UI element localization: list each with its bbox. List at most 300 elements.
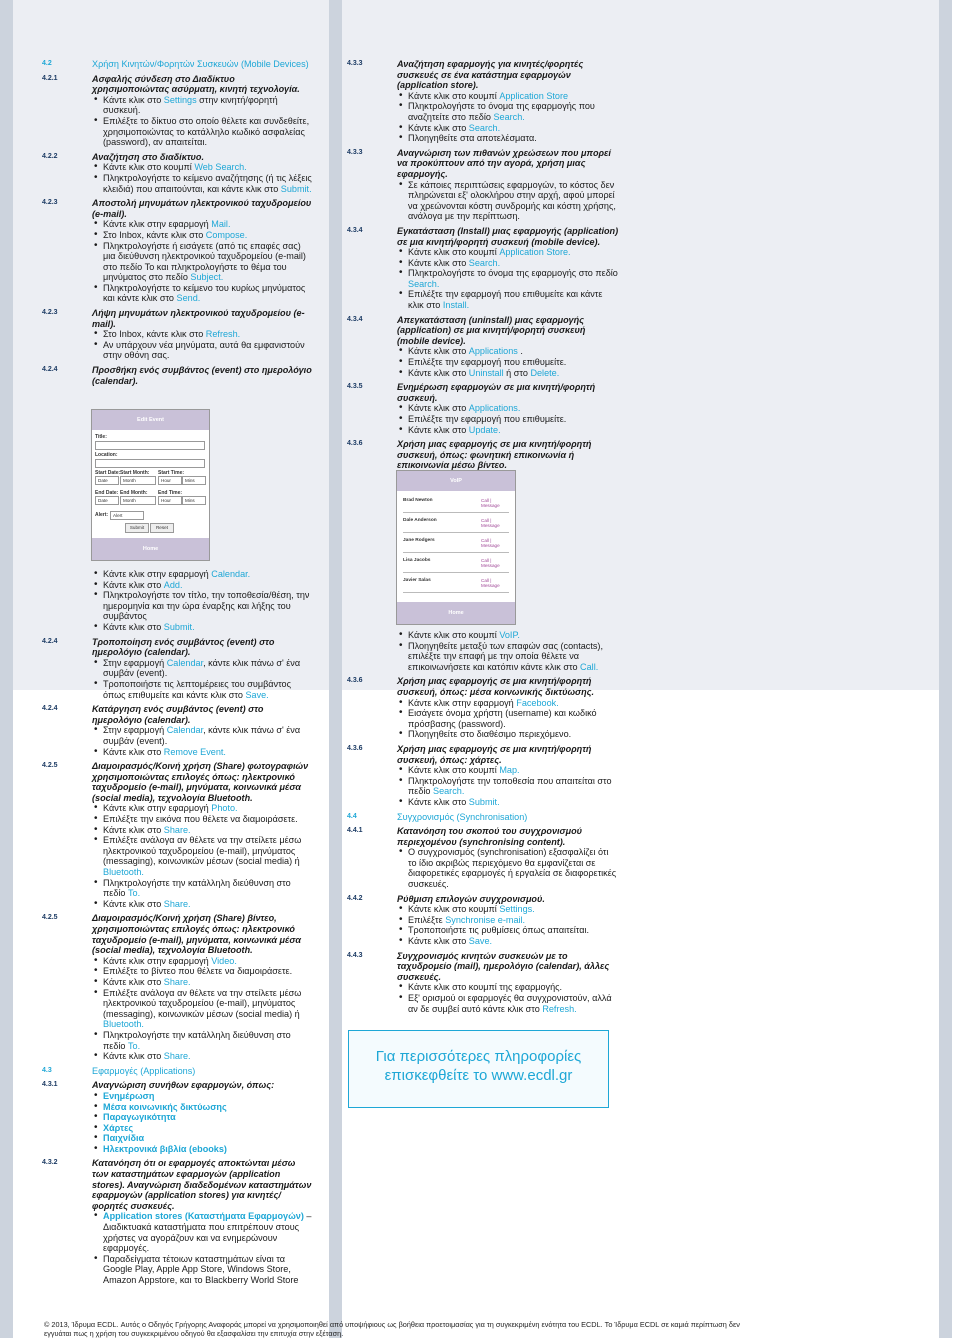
bullet-text: Κάντε κλικ στο [408,346,469,357]
bullet-item [92,1030,312,1051]
bullet-text: Κάντε κλικ στο [103,976,164,987]
column-4 [347,630,619,1018]
section-number: 4.2.4 [42,705,58,713]
bullet-item [397,993,619,1014]
bullet-item [397,729,619,740]
section-entry [347,826,619,890]
bullet-text: Κάντε κλικ στο κουμπί [408,630,500,640]
bullet-text: Κάντε κλικ στο κουμπί [408,90,500,101]
section-entry [347,148,619,222]
contact-name: Lisa Jacobs [403,558,431,563]
section-entry [42,704,312,757]
bullet-item [92,116,312,148]
alert-select[interactable]: Alert [110,511,144,520]
section-entry [347,894,619,947]
topic-heading: Κατάργηση ενός συμβάντος (event) στο ημερολόγιο (calendar). [92,704,264,725]
section-entry [42,569,312,633]
section-number: 4.3.6 [347,440,363,448]
section-number: 4.2.4 [42,366,58,374]
section-number: 4.3 [42,1066,52,1074]
section-number: 4.2.5 [42,762,58,770]
bullet-text: Επιλέξτε το βίντεο που θέλετε να διαμοιράσετε. [103,966,293,977]
topic-heading: Χρήση μιας εφαρμογής σε μια κινητή/φορητή συσκευή, όπως: φωνητική επικοινωνία ή επικοινωνία μέσω βίντεο. [397,439,592,471]
section-entry [42,1080,312,1154]
section-entry [347,315,619,379]
ui-keyword: To. [128,1040,141,1051]
bullet-item [92,329,312,340]
contact-actions[interactable]: Call | Message [481,518,500,528]
contact-actions[interactable]: Call | Message [481,498,500,508]
ui-keyword: Submit. [280,183,312,194]
contact-actions[interactable]: Call | Message [481,538,500,548]
more-info-box [348,1030,609,1108]
bullet-item [92,747,312,758]
contact-actions[interactable]: Call | Message [481,558,500,568]
ui-keyword: Ηλεκτρονικά βιβλία (ebooks) [103,1143,227,1154]
start-mins-select[interactable]: Mins [182,476,206,485]
promo-link[interactable]: επισκεφθείτε το www.ecdl.gr [384,1067,573,1084]
bullet-item [92,622,312,633]
location-label: Location: [95,452,118,458]
ui-keyword: Share. [163,1051,191,1062]
section-number: 4.2.3 [42,199,58,207]
bullet-item [92,966,312,977]
bullet-text: Κάντε κλικ στο [408,257,469,268]
ui-keyword: Search. [433,786,465,797]
bullet-item [92,977,312,988]
section-entry [42,152,312,194]
bullet-item [92,219,312,230]
bullet-item [397,698,619,709]
bullet-text: Κάντε κλικ στο [103,898,164,909]
bullet-text: Πλοηγηθείτε μεταξύ των επαφών σας (contacts), επιλέξτε την επαφή με την οποία θέλετε να επικοινωνήσετε και κατόπιν κάντε κλικ στο [408,640,603,672]
ui-keyword: Application Store. [499,247,571,258]
column-3 [42,569,312,1290]
bullet-text: Κάντε κλικ στο [103,824,164,835]
bullet-text: Πληκτρολογήστε το όνομα της εφαρμογής στο πεδίο [408,268,618,279]
bullet-text: Αν υπάρχουν νέα μηνύματα, αυτά θα εμφανιστούν στην οθόνη σας. [103,339,305,361]
topic-heading: Ενημέρωση εφαρμογών σε μια κινητή/φορητή συσκευή. [397,382,596,403]
bullet-text: Πληκτρολογήστε τον τίτλο, την τοποθεσία/θέση, την ημερομηνία και την ώρα έναρξης και λήξης του συμβάντος [103,590,310,622]
section-number: 4.3.1 [42,1081,58,1089]
section-entry [347,676,619,740]
bullet-item [92,569,312,580]
end-time-label: End Time: [158,490,183,496]
ui-keyword: Calendar [166,657,204,668]
section-title: Συγχρονισμός (Synchronisation) [397,811,528,822]
center-margin-band [329,0,342,1338]
section-number: 4.3.3 [347,148,363,156]
contact-actions[interactable]: Call | Message [481,578,500,588]
ui-keyword: Video. [211,955,237,966]
start-hour-select[interactable]: Hour [158,476,182,485]
bullet-text: Κάντε κλικ στο κουμπί [408,904,500,915]
section-entry [42,365,312,386]
section-title: Χρήση Κινητών/Φορητών Συσκευών (Mobile Devices) [92,59,309,69]
title-label: Title: [95,434,107,440]
start-month-label: Start Month: [120,470,150,476]
bullet-text: Κάντε κλικ στην εφαρμογή [103,219,212,230]
section-entry [42,637,312,701]
bullet-text: Κάντε κλικ στο κουμπί [408,247,500,258]
reset-button[interactable]: Reset [150,523,174,533]
section-number: 4.2.1 [42,74,58,82]
section-entry [42,913,312,1061]
bullet-item [92,1102,312,1113]
bullet-text: Στην εφαρμογή [103,725,167,736]
ui-keyword: Save. [468,936,493,947]
bullet-text: Επιλέξτε την εφαρμογή που επιθυμείτε. [408,414,567,424]
bullet-text: Επιλέξτε ανάλογα αν θέλετε να την στείλετε μέσω ηλεκτρονικού ταχυδρομείου (e-mail), μηνύματος (messaging), κοινωνικών μέσων (social media) ή [103,835,302,867]
ui-keyword: Delete. [530,367,560,378]
bullet-item [92,340,312,361]
section-entry [42,74,312,148]
bullet-item [397,425,619,436]
contact-row[interactable] [403,492,509,513]
ui-keyword: Share. [163,976,191,987]
bullet-item [92,1123,312,1134]
topic-heading: Ρύθμιση επιλογών συγχρονισμού. [397,893,545,904]
bullet-text: Κάντε κλικ στην εφαρμογή [408,697,517,708]
bullet-item [397,936,619,947]
topic-heading: Εγκατάσταση (Install) μιας εφαρμογής (application) σε μια κινητή/φορητή συσκευή (mobile device). [397,225,619,247]
ui-keyword: Mail. [211,219,231,230]
edit-event-mockup [91,409,210,561]
end-month-select[interactable]: Month [120,496,156,505]
bullet-text: Πληκτρολογήστε την κατάλληλη διεύθυνση στο πεδίο [103,877,291,899]
submit-button[interactable]: Submit [125,523,149,533]
ui-keyword: Share. [163,898,191,909]
topic-heading: Ασφαλής σύνδεση στο Διαδίκτυο χρησιμοποιώντας ασύρματη, κινητή τεχνολογία. [92,73,300,95]
bullet-text: Εισάγετε όνομα χρήστη (username) και κωδικό πρόσβασης (password). [408,708,597,729]
bullet-item [92,679,312,700]
bullet-text: Κάντε κλικ στο [408,403,469,414]
bullet-text: στην κινητή/φορητή συσκευή. [103,94,278,116]
bullet-item [92,95,312,116]
ui-keyword: VoIP. [499,630,520,640]
end-hour-select[interactable]: Hour [158,496,182,505]
bullet-item [92,835,312,877]
contact-name: Jane Rodgers [403,538,435,543]
ui-keyword: Share. [163,824,191,835]
ui-keyword: Bluetooth. [103,867,144,878]
bullet-text: Κάντε κλικ στο [408,936,469,947]
bullet-text: Κάντε κλικ στο [408,424,469,435]
section-number: 4.4.3 [347,951,363,959]
voip-header: VoIP [397,471,515,491]
topic-heading: Διαμοιρασμός/Κοινή χρήση (Share) φωτογραφιών χρησιμοποιώντας επιλογές όπως: ηλεκτρονικό ταχυδρομείο (e-mail), μηνύματα, κοινωνικά μέσα (social media), τεχνολογία Bluetooth. [92,761,309,803]
section-number: 4.3.5 [347,383,363,391]
section-number: 4.3.4 [347,226,363,234]
copyright-footer [44,1320,924,1338]
bullet-item [397,180,619,222]
section-title: Εφαρμογές (Applications) [92,1065,196,1076]
section-number: 4.3.4 [347,315,363,323]
section-number: 4.2.4 [42,637,58,645]
contact-name: Javier Salas [403,578,431,583]
ui-keyword: Map. [499,765,520,776]
topic-heading: Λήψη μηνυμάτων ηλεκτρονικού ταχυδρομείου (e-mail). [92,308,305,329]
topic-heading: Αναζήτηση στο διαδίκτυο. [92,151,205,162]
bullet-item [397,915,619,926]
bullet-item [397,904,619,915]
section-number: 4.4.1 [347,827,363,835]
bullet-item [397,258,619,269]
ui-keyword: Μέσα κοινωνικής δικτύωσης [103,1101,227,1112]
section-number: 4.3.6 [347,744,363,752]
bullet-text: Πληκτρολογήστε το κείμενο του κυρίως μηνύματος και κάντε κλικ στο [103,282,306,304]
section-entry [42,308,312,361]
topic-heading: Προσθήκη ενός συμβάντος (event) στο ημερολόγιο (calendar). [92,365,312,386]
section-entry [347,630,619,672]
bullet-text: Επιλέξτε την εικόνα που θέλετε να διαμοιράσετε. [103,814,298,825]
ui-keyword: Update. [468,424,501,435]
bullet-text: Παραδείγματα τέτοιων καταστημάτων είναι τα Google Play, Apple App Store, Windows Store, Amazon Appstore, και το Blackberry World Store [103,1253,299,1285]
column-1 [42,59,312,390]
section-entry [42,1158,312,1285]
bullet-text: Κάντε κλικ στην εφαρμογή [103,955,212,966]
ui-keyword: Search. [468,257,501,268]
section-number: 4.2.3 [42,309,58,317]
section-number: 4.2.2 [42,152,58,160]
bullet-item [397,414,619,425]
ui-keyword: Calendar [166,725,204,736]
bullet-item [92,1051,312,1062]
bullet-text: Επιλέξτε την εφαρμογή που επιθυμείτε και κάντε κλικ στο [408,289,603,311]
topic-heading: Απεγκατάσταση (uninstall) μιας εφαρμογής (application) σε μια κινητή/φορητή συσκευή (mobile device). [397,314,586,346]
ui-keyword: Add. [163,579,183,590]
ui-keyword: Παιχνίδια [103,1133,145,1144]
bullet-item [397,847,619,889]
bullet-item [397,641,619,673]
bullet-item [397,797,619,808]
bullet-text: Κάντε κλικ στο [408,367,469,378]
section-entry [347,382,619,435]
end-mins-select[interactable]: Mins [182,496,206,505]
bullet-item [397,357,619,368]
section-entry [347,59,619,144]
ui-keyword: Refresh. [205,329,241,340]
title-input[interactable] [95,441,205,450]
section-number: 4.3.6 [347,677,363,685]
bullet-item [397,776,619,797]
section-number: 4.4 [347,812,357,820]
contact-name: Dale Anderson [403,518,437,523]
bullet-item [92,878,312,899]
bullet-text: Κάντε κλικ στο [408,796,469,807]
bullet-text: Στο Inbox, κάντε κλικ στο [103,229,206,240]
bullet-item [92,173,312,194]
bullet-item [397,368,619,379]
topic-heading: Χρήση μιας εφαρμογής σε μια κινητή/φορητή συσκευή, όπως: χάρτες. [397,743,592,765]
section-number: 4.2.5 [42,914,58,922]
bullet-item [397,268,619,289]
bullet-text: Πληκτρολογήστε την τοποθεσία που απαιτείται στο πεδίο [408,775,612,797]
end-month-label: End Month: [120,490,148,496]
contact-row[interactable] [403,532,509,553]
bullet-text: Στην εφαρμογή [103,657,167,668]
bullet-text: , κάντε κλικ πάνω σ' ένα συμβάν (event). [103,657,301,679]
bullet-item [397,133,619,144]
footer-line-2: εγγυάται πως η χρήση του συγκεκριμένου οδηγού θα εξασφαλίσει την επιτυχία στην εξέταση. [44,1329,344,1338]
bullet-item [92,803,312,814]
bullet-text: . [517,346,523,357]
bullet-text: Κάντε κλικ στην εφαρμογή [103,803,212,814]
bullet-text: Κάντε κλικ στην εφαρμογή [103,569,212,579]
ui-keyword: Synchronise e-mail. [445,914,526,925]
end-date-label: End Date: [95,490,119,496]
topic-heading: Κατανόηση του σκοπού του συγχρονισμού περιεχομένου (synchronising content). [397,826,583,847]
bullet-text: Στο Inbox, κάντε κλικ στο [103,329,206,340]
bullet-item [397,765,619,776]
bullet-text: Κάντε κλικ στο [408,122,469,133]
bullet-item [397,289,619,310]
footer-line-1: © 2013, Ίδρυμα ECDL. Αυτός ο Οδηγός Γρήγορης Αναφοράς μπορεί να χρησιμοποιηθεί από υποψήφιους ως βοήθεια προετοιμασίας για τη συγκεκριμένη ενότητα του ECDL. Το Ίδρυμα ECDL σε καμιά περίπτωση δεν [44,1320,740,1329]
ui-keyword: Settings. [499,904,535,915]
bullet-text: Ο συγχρονισμός (synchronisation) εξασφαλίζει ότι το ίδιο ακριβώς περιεχόμενο θα εμφανίζεται σε διαφορετικές εφαρμογές ή εργαλεία σε διαφορετικές συσκευές. [408,847,617,890]
bullet-text: Επιλέξτε [408,914,446,925]
contact-row[interactable] [403,572,509,593]
ui-keyword: Χάρτες [103,1122,134,1133]
end-date-select[interactable]: Date [95,496,119,505]
section-entry [347,226,619,311]
bullet-text: Κάντε κλικ στο κουμπί της εφαρμογής. [408,982,563,993]
ui-keyword: Refresh. [542,1003,577,1014]
mockup-footer-home[interactable]: Home [92,538,209,560]
ui-keyword: Application stores (Καταστήματα Εφαρμογών) [103,1211,304,1222]
topic-heading: Συγχρονισμός κινητών συσκευών με το ταχυδρομείο (mail), ημερολόγιο (calendar), άλλες συσκευές. [397,950,610,982]
mockup-header: Edit Event [92,410,209,430]
bullet-text: Κάντε κλικ στο [103,1051,164,1062]
ui-keyword: Bluetooth. [103,1019,144,1030]
column-2 [347,59,619,475]
ui-keyword: Applications [468,346,518,357]
bullet-text: Επιλέξτε την εφαρμογή που επιθυμείτε. [408,357,567,368]
start-date-label: Start Date: [95,470,121,476]
ui-keyword: Remove Event. [163,746,226,757]
bullet-item [397,982,619,993]
bullet-text: Πληκτρολογήστε ή εισάγετε (από τις επαφές σας) μια διεύθυνση ηλεκτρονικού ταχυδρομείου (e-mail) στο πεδίο To και πληκτρολογήστε το θέμα του μηνύματος στο πεδίο [103,240,306,283]
section-entry [42,198,312,304]
section-entry [42,761,312,909]
bullet-item [92,725,312,746]
contact-row[interactable] [403,552,509,573]
alert-label: Alert: [95,512,109,518]
bullet-text: Κάντε κλικ στο [103,746,164,757]
bullet-item [397,708,619,729]
bullet-text: Τροποποιήστε τις ρυθμίσεις όπως απαιτείται. [408,925,590,936]
ui-keyword: Applications. [468,403,521,414]
ui-keyword: Application Store [499,90,569,101]
ui-keyword: Web Search. [194,162,247,173]
section-entry [347,951,619,1015]
ui-keyword: Search. [493,111,525,122]
bullet-item [92,283,312,304]
bullet-text: Τροποποιήστε τις λεπτομέρειες του συμβάντος όπως επιθυμείτε και κάντε κλικ στο [103,678,292,700]
bullet-item [397,346,619,357]
bullet-item [397,91,619,102]
bullet-item [92,580,312,591]
bullet-item [92,590,312,622]
bullet-text: Πληκτρολογήστε το όνομα της εφαρμογής που αναζητείτε στο πεδίο [408,101,595,122]
bullet-text: , κάντε κλικ πάνω σ' ένα συμβάν (event). [103,725,301,746]
bullet-item [92,1091,312,1102]
bullet-text: Πλοηγηθείτε στο διαθέσιμο περιεχόμενο. [408,729,572,740]
bullet-text: Κάντε κλικ στο [103,579,164,590]
voip-mockup [396,470,516,625]
ui-keyword: Compose. [205,229,248,240]
bullet-text: – Διαδικτυακά καταστήματα που επιτρέπουν στους χρήστες να αγοράζουν και να ενημερώνουν εφαρμογές. [103,1211,312,1254]
topic-heading: Κατανόηση ότι οι εφαρμογές αποκτώνται μέσω των καταστημάτων εφαρμογών (application stores). Αναγνώριση διαδεδομένων καταστημάτων εφαρμογών (application stores) για κινητές/φορητές συσκευές. [92,1158,312,1211]
section-number: 4.4.2 [347,894,363,902]
topic-heading: Αναγνώριση των πιθανών χρεώσεων που μπορεί να προκύπτουν από την αγορά, χρήση μιας εφαρμογής. [397,147,611,179]
bullet-item [92,1144,312,1155]
bullet-text: Πληκτρολογήστε το κείμενο αναζήτησης (ή τις λέξεις κλειδιά) που απαιτούνται, και κάντε κλικ στο [103,172,312,194]
ui-keyword: Calendar. [211,569,251,579]
section-number: 4.3.3 [347,60,363,67]
topic-heading: Τροποποίηση ενός συμβάντος (event) στο ημερολόγιο (calendar). [92,636,275,658]
bullet-text: Κάντε κλικ στο κουμπί [103,162,195,173]
bullet-item [92,230,312,241]
ui-keyword: Install. [442,300,470,311]
ui-keyword: Send. [176,293,201,304]
topic-heading: Αναζήτηση εφαρμογής για κινητές/φορητές συσκευές σε ένα κατάστημα εφαρμογών (application store). [397,59,584,91]
ui-keyword: Photo. [211,803,238,814]
promo-line-1: Για περισσότερες πληροφορίες [375,1048,582,1065]
start-date-select[interactable]: Date [95,476,119,485]
bullet-text: Πληκτρολογήστε την κατάλληλη διεύθυνση στο πεδίο [103,1029,291,1051]
ui-keyword: Settings [163,94,197,105]
bullet-item [92,241,312,283]
section-entry [42,1066,312,1077]
bullet-text: Κάντε κλικ στο [103,94,164,105]
left-margin-band [0,0,13,1338]
section-entry [347,812,619,823]
voip-footer-home[interactable]: Home [397,602,515,624]
location-input[interactable] [95,459,205,468]
ui-keyword: Submit. [163,621,195,632]
bullet-item [92,825,312,836]
ui-keyword: Uninstall [468,367,504,378]
ui-keyword: Search. [408,278,440,289]
contact-name: Brad Newton [403,498,433,503]
bullet-item [397,247,619,258]
start-month-select[interactable]: Month [120,476,156,485]
ui-keyword: Παραγωγικότητα [103,1112,176,1123]
bullet-item [92,899,312,910]
bullet-text: ή στο [503,367,531,378]
bullet-item [92,956,312,967]
topic-heading: Χρήση μιας εφαρμογής σε μια κινητή/φορητή συσκευή, όπως: μέσα κοινωνικής δικτύωσης. [397,676,594,697]
bullet-text: Επιλέξτε το δίκτυο στο οποίο θέλετε και συνδεθείτε, χρησιμοποιώντας το κατάλληλο κωδικό ασφαλείας (password), αν απαιτείται. [103,115,310,148]
ui-keyword: Facebook. [516,697,559,708]
contact-row[interactable] [403,512,509,533]
section-number: 4.3.2 [42,1159,58,1167]
bullet-item [397,630,619,641]
bullet-item [397,101,619,122]
ui-keyword: Save. [245,689,269,700]
ui-keyword: Subject. [190,272,224,283]
ui-keyword: Submit. [468,796,500,807]
section-entry [42,59,312,70]
ui-keyword: To. [128,888,141,899]
section-entry [347,744,619,808]
bullet-text: Εξ' ορισμού οι εφαρμογές θα συγχρονιστούν, αλλά αν δε συμβεί αυτό κάντε κλικ στο [408,993,612,1014]
ui-keyword: Call. [580,661,599,672]
bullet-item [397,123,619,134]
topic-heading: Αποστολή μηνυμάτων ηλεκτρονικού ταχυδρομείου (e-mail). [92,198,312,219]
bullet-item [397,925,619,936]
